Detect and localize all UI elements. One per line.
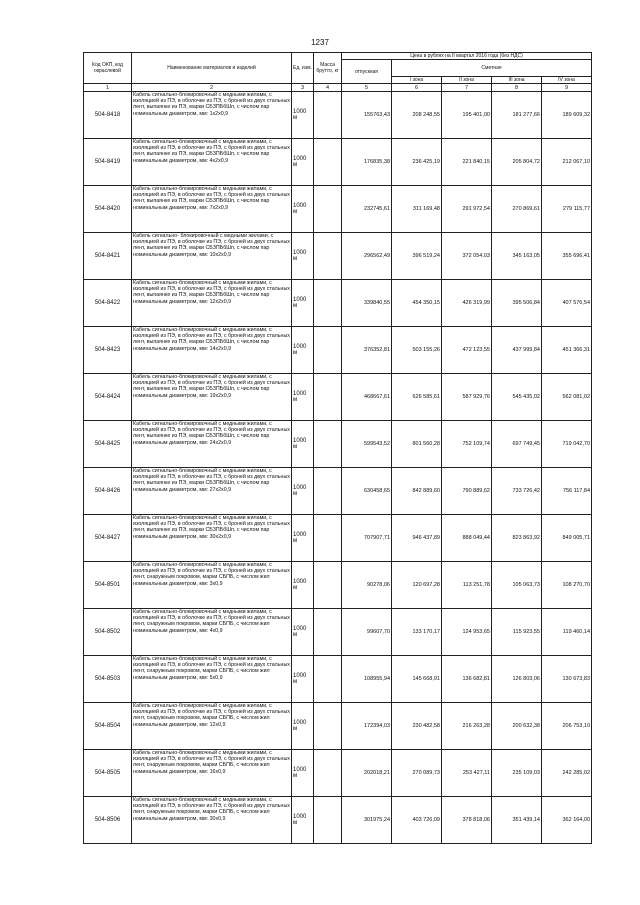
- row-unit: 1000 м: [292, 186, 314, 233]
- row-mass: [314, 280, 342, 327]
- row-zone-3-price: 697 749,45: [492, 421, 542, 468]
- row-mass: [314, 797, 342, 844]
- row-mass: [314, 327, 342, 374]
- row-name: [132, 233, 292, 280]
- row-zone-2-price: 752 109,74: [442, 421, 492, 468]
- row-zone-3-price: 437 999,84: [492, 327, 542, 374]
- col-number: 5: [342, 84, 392, 92]
- row-mass: [314, 139, 342, 186]
- col-number: 1: [84, 84, 132, 92]
- row-zone-3-price: 823 863,92: [492, 515, 542, 562]
- row-zone-2-price: 113 251,78: [442, 562, 492, 609]
- row-zone-4-price: 242 285,02: [542, 750, 592, 797]
- row-zone-3-price: 351 439,14: [492, 797, 542, 844]
- row-zone-1-price: 120 697,28: [392, 562, 442, 609]
- row-mass: [314, 515, 342, 562]
- row-name-text: Кабель сигнально-блокировочный с медными жилами, с изоляцией из ПЭ, в оболочке из ПЭ, с броней из двух стальных лент, выпаянке из ПЭ, марки СБЗПБбШп, с числом пар номинальным диаметром, мм: 14х2х0,9: [133, 327, 290, 352]
- header-mass: Масса брутто, кг: [314, 53, 342, 84]
- row-name: [132, 562, 292, 609]
- row-zone-1-price: 503 155,26: [392, 327, 442, 374]
- row-name-text: Кабель сигнально-блокировочный с медными жилами, с изоляцией из ПЭ, в оболочке из ПЭ, с броней из двух стальных лент, выпаянке из ПЭ, марки СБЗПБбШп, с числом пар номинальным диаметром, мм: 12х2х0,9: [133, 280, 290, 305]
- row-zone-4-price: 212 067,10: [542, 139, 592, 186]
- page-number: 1237: [311, 38, 329, 47]
- row-name: [132, 656, 292, 703]
- row-zone-4-price: 206 753,10: [542, 703, 592, 750]
- row-unit: 1000 м: [292, 515, 314, 562]
- row-mass: [314, 92, 342, 139]
- row-zone-1-price: 270 089,73: [392, 750, 442, 797]
- row-code: 504-8501: [84, 562, 132, 609]
- row-code: 504-8418: [84, 92, 132, 139]
- col-number: 2: [132, 84, 292, 92]
- row-unit: 1000 м: [292, 562, 314, 609]
- row-code: 504-8427: [84, 515, 132, 562]
- row-unit: 1000 м: [292, 750, 314, 797]
- row-zone-1-price: 842 889,60: [392, 468, 442, 515]
- row-zone-3-price: 205 804,72: [492, 139, 542, 186]
- row-zone-2-price: 253 427,11: [442, 750, 492, 797]
- row-code: 504-8419: [84, 139, 132, 186]
- col-number: 9: [542, 84, 592, 92]
- table-row: [84, 750, 592, 797]
- row-zone-2-price: 378 818,06: [442, 797, 492, 844]
- row-release-price: 707907,71: [342, 515, 392, 562]
- row-mass: [314, 609, 342, 656]
- table-row: [84, 374, 592, 421]
- row-name: [132, 92, 292, 139]
- row-name: [132, 139, 292, 186]
- row-name-text: Кабель сигнально-блокировочный с медными жилами, с изоляцией из ПЭ, в оболочке из ПЭ, с броней из двух стальных лент, выпаянке из ПЭ, марки СБЗПБбШп, с числом пар номинальным диаметром, мм: 4х2х0,9: [133, 139, 290, 164]
- row-unit: 1000 м: [292, 656, 314, 703]
- row-zone-4-price: 279 115,77: [542, 186, 592, 233]
- row-release-price: 301975,24: [342, 797, 392, 844]
- row-zone-4-price: 849 005,71: [542, 515, 592, 562]
- table-row: [84, 515, 592, 562]
- row-unit: 1000 м: [292, 468, 314, 515]
- table-row: [84, 186, 592, 233]
- row-zone-3-price: 395 506,84: [492, 280, 542, 327]
- row-zone-3-price: 545 435,02: [492, 374, 542, 421]
- row-zone-2-price: 888 049,44: [442, 515, 492, 562]
- price-table: [83, 52, 592, 844]
- row-code: 504-8505: [84, 750, 132, 797]
- row-zone-2-price: 136 682,81: [442, 656, 492, 703]
- row-name: [132, 750, 292, 797]
- row-mass: [314, 468, 342, 515]
- col-number: 8: [492, 84, 542, 92]
- row-release-price: 99607,70: [342, 609, 392, 656]
- row-release-price: 172394,03: [342, 703, 392, 750]
- header-estimate-group: Сметная: [392, 60, 592, 77]
- row-zone-2-price: 291 972,54: [442, 186, 492, 233]
- table-row: [84, 280, 592, 327]
- row-zone-3-price: 733 726,42: [492, 468, 542, 515]
- row-code: 504-8424: [84, 374, 132, 421]
- row-code: 504-8422: [84, 280, 132, 327]
- row-mass: [314, 703, 342, 750]
- row-mass: [314, 374, 342, 421]
- col-number: 3: [292, 84, 314, 92]
- row-release-price: 202018,21: [342, 750, 392, 797]
- row-zone-3-price: 200 632,38: [492, 703, 542, 750]
- row-code: 504-8502: [84, 609, 132, 656]
- row-zone-1-price: 626 585,61: [392, 374, 442, 421]
- row-zone-2-price: 124 953,65: [442, 609, 492, 656]
- row-release-price: 232745,61: [342, 186, 392, 233]
- row-code: 504-8426: [84, 468, 132, 515]
- row-zone-4-price: 756 117,84: [542, 468, 592, 515]
- header-zone-3: III зона: [492, 77, 542, 84]
- table-row: [84, 139, 592, 186]
- row-unit: 1000 м: [292, 703, 314, 750]
- row-mass: [314, 656, 342, 703]
- row-release-price: 376352,81: [342, 327, 392, 374]
- row-zone-2-price: 472 123,55: [442, 327, 492, 374]
- header-code: Код ОКП, код окраслевой: [84, 53, 132, 84]
- row-zone-2-price: 221 840,15: [442, 139, 492, 186]
- row-name: [132, 703, 292, 750]
- table-row: [84, 562, 592, 609]
- row-mass: [314, 186, 342, 233]
- row-zone-2-price: 195 401,00: [442, 92, 492, 139]
- row-name: [132, 327, 292, 374]
- row-zone-1-price: 145 668,91: [392, 656, 442, 703]
- row-zone-4-price: 719 042,70: [542, 421, 592, 468]
- col-number: 4: [314, 84, 342, 92]
- row-unit: 1000 м: [292, 280, 314, 327]
- row-unit: 1000 м: [292, 374, 314, 421]
- row-release-price: 296562,49: [342, 233, 392, 280]
- row-zone-2-price: 587 929,76: [442, 374, 492, 421]
- row-release-price: 155763,43: [342, 92, 392, 139]
- row-release-price: 339840,55: [342, 280, 392, 327]
- row-name-text: Кабель сигнально-блокировочный с медными жилами, с изоляцией из ПЭ, в оболочке из ПЭ, с броней из двух стальных лент, выпаянке из ПЭ, марки СБЗПБбШп, с числом пар номинальным диаметром, мм: 7х2х0,9: [133, 186, 290, 211]
- row-zone-2-price: 790 889,62: [442, 468, 492, 515]
- row-code: 504-8503: [84, 656, 132, 703]
- row-name-text: Кабель сигнально-блокировочный с медными жилами, с изоляцией из ПЭ, в оболочке из ПЭ, с броней из двух стальных лент, снаружным покровом, марки СБПБ, с числом жил номинальным диаметром, мм: 16х0,9: [133, 750, 290, 775]
- header-release: отпускная: [342, 60, 392, 84]
- table-row: [84, 797, 592, 844]
- row-zone-1-price: 133 170,17: [392, 609, 442, 656]
- row-zone-3-price: 270 869,61: [492, 186, 542, 233]
- row-zone-4-price: 407 576,54: [542, 280, 592, 327]
- row-zone-1-price: 454 350,15: [392, 280, 442, 327]
- row-zone-1-price: 208 248,55: [392, 92, 442, 139]
- table-row: [84, 609, 592, 656]
- row-unit: 1000 м: [292, 233, 314, 280]
- col-number: 7: [442, 84, 492, 92]
- row-code: 504-8425: [84, 421, 132, 468]
- row-zone-4-price: 362 164,00: [542, 797, 592, 844]
- row-name-text: Кабель сигнально-блокировочный с медными жилами, с изоляцией из ПЭ, в оболочке из ПЭ, с броней из двух стальных лент, снаружным покровом, марки СБПБ, с числом жил номинальным диаметром, мм: 30х0,9: [133, 797, 290, 822]
- table-row: [84, 421, 592, 468]
- row-release-price: 108955,94: [342, 656, 392, 703]
- row-zone-1-price: 396 519,24: [392, 233, 442, 280]
- row-zone-4-price: 119 460,14: [542, 609, 592, 656]
- row-zone-3-price: 235 109,03: [492, 750, 542, 797]
- row-release-price: 599543,52: [342, 421, 392, 468]
- row-zone-2-price: 216 263,28: [442, 703, 492, 750]
- row-zone-2-price: 372 054,03: [442, 233, 492, 280]
- row-name: [132, 609, 292, 656]
- header-zone-4: IV зона: [542, 77, 592, 84]
- row-zone-3-price: 345 163,05: [492, 233, 542, 280]
- row-unit: 1000 м: [292, 92, 314, 139]
- row-name: [132, 421, 292, 468]
- header-zone-1: I зона: [392, 77, 442, 84]
- row-name-text: Кабель сигнально-блокировочный с медными жилами, с изоляцией из ПЭ, в оболочке из ПЭ, с броней из двух стальных лент, снаружным покровом, марки СБПБ, с числом жил номинальным диаметром, мм: 5х0,9: [133, 656, 290, 681]
- row-unit: 1000 м: [292, 797, 314, 844]
- row-mass: [314, 750, 342, 797]
- table-row: [84, 468, 592, 515]
- row-code: 504-8421: [84, 233, 132, 280]
- row-name-text: Кабель сигнально-блокировочный с медными жилами, с изоляцией из ПЭ, в оболочке из ПЭ, с броней из двух стальных лент, выпаянке из ПЭ, марки СБЗПБбШп, с числом пар номинальным диаметром, мм: 24х2х0,9: [133, 421, 290, 446]
- table-row: [84, 656, 592, 703]
- row-zone-4-price: 130 673,83: [542, 656, 592, 703]
- row-mass: [314, 562, 342, 609]
- price-table-body: [84, 92, 592, 844]
- row-zone-3-price: 126 803,06: [492, 656, 542, 703]
- row-name-text: Кабель сигнально- блокировочный с медными жилами, с изоляцией из ПЭ, в оболочке из ПЭ, с броней из двух стальных лент, выпаянке из ПЭ, марки СБЗПБбШп, с числом пар номинальным диаметром, мм: 10х2х0,9: [133, 233, 290, 258]
- row-release-price: 468667,61: [342, 374, 392, 421]
- row-zone-1-price: 801 560,28: [392, 421, 442, 468]
- row-zone-4-price: 562 081,02: [542, 374, 592, 421]
- row-code: 504-8423: [84, 327, 132, 374]
- row-unit: 1000 м: [292, 139, 314, 186]
- row-zone-4-price: 189 609,32: [542, 92, 592, 139]
- row-release-price: 176835,38: [342, 139, 392, 186]
- row-mass: [314, 421, 342, 468]
- header-zone-2: II зона: [442, 77, 492, 84]
- row-name-text: Кабель сигнально-блокировочный с медными жилами, с изоляцией из ПЭ, в оболочке из ПЭ, с броней из двух стальных лент, выпаянке из ПЭ, марки СБЗПБбШп, с числом пар номинальным диаметром, мм: 30х2х0,9: [133, 515, 290, 540]
- row-code: 504-8420: [84, 186, 132, 233]
- header-unit: Ед. изм.: [292, 53, 314, 84]
- row-zone-1-price: 403 726,09: [392, 797, 442, 844]
- row-name-text: Кабель сигнально-блокировочный с медными жилами, с изоляцией из ПЭ, в оболочке из ПЭ, с броней из двух стальных лент, снаружным покровом, марки СБПБ, с числом жил номинальным диаметром, мм: 4х0,9: [133, 609, 290, 634]
- row-name-text: Кабель сигнально-блокировочный с медными жилами, с изоляцией из ПЭ, в оболочке из ПЭ, с броней из двух стальных лент, снаружным покровом, марки СБПБ, с числом жил номинальным диаметром, мм: 12х0,9: [133, 703, 290, 728]
- row-name-text: Кабель сигнально-блокировочный с медными жилами, с изоляцией из ПЭ, в оболочке из ПЭ, с броней из двух стальных лент, выпаянке из ПЭ, марки СБЗПБбШп, с числом пар номинальным диаметром, мм: 27х2х0,9: [133, 468, 290, 493]
- row-name: [132, 374, 292, 421]
- row-zone-4-price: 451 366,31: [542, 327, 592, 374]
- row-zone-2-price: 426 319,99: [442, 280, 492, 327]
- row-zone-3-price: 181 277,66: [492, 92, 542, 139]
- table-row: [84, 703, 592, 750]
- row-unit: 1000 м: [292, 609, 314, 656]
- row-mass: [314, 233, 342, 280]
- row-zone-1-price: 311 169,48: [392, 186, 442, 233]
- row-zone-1-price: 236 425,19: [392, 139, 442, 186]
- header-name: Наименование материалов и изделий: [132, 53, 292, 84]
- row-name: [132, 797, 292, 844]
- row-code: 504-8506: [84, 797, 132, 844]
- row-zone-4-price: 355 696,41: [542, 233, 592, 280]
- row-release-price: 630458,65: [342, 468, 392, 515]
- row-zone-3-price: 105 063,73: [492, 562, 542, 609]
- row-unit: 1000 м: [292, 327, 314, 374]
- row-name-text: Кабель сигнально-блокировочный с медными жилами, с изоляцией из ПЭ, в оболочке из ПЭ, с броней из двух стальных лент, снаружным покровом, марки СБПБ, с числом жил номинальным диаметром, мм: 3х0,9: [133, 562, 290, 587]
- header-price-group: Цена в рублях на II квартал 2016 года (без НДС): [342, 53, 592, 60]
- row-zone-1-price: 946 437,89: [392, 515, 442, 562]
- row-name-text: Кабель сигнально-блокировочный с медными жилами, с изоляцией из ПЭ, в оболочке из ПЭ, с броней из двух стальных лент, выпаянке из ПЭ, марки СБЗПБбШп, с числом пар номинальным диаметром, мм: 1х2х0,9: [133, 92, 290, 117]
- row-name: [132, 280, 292, 327]
- row-name: [132, 515, 292, 562]
- table-row: [84, 233, 592, 280]
- row-name: [132, 186, 292, 233]
- row-zone-4-price: 108 270,70: [542, 562, 592, 609]
- row-unit: 1000 м: [292, 421, 314, 468]
- row-release-price: 90278,06: [342, 562, 392, 609]
- row-zone-3-price: 115 923,55: [492, 609, 542, 656]
- row-code: 504-8504: [84, 703, 132, 750]
- col-number: 6: [392, 84, 442, 92]
- row-name: [132, 468, 292, 515]
- table-row: [84, 327, 592, 374]
- row-zone-1-price: 230 482,58: [392, 703, 442, 750]
- table-row: [84, 92, 592, 139]
- row-name-text: Кабель сигнально-блокировочный с медными жилами, с изоляцией из ПЭ, в оболочке из ПЭ, с броней из двух стальных лент, выпаянке из ПЭ, марки СБЗПБбШп, с числом пар номинальным диаметром, мм: 19х2х0,9: [133, 374, 290, 399]
